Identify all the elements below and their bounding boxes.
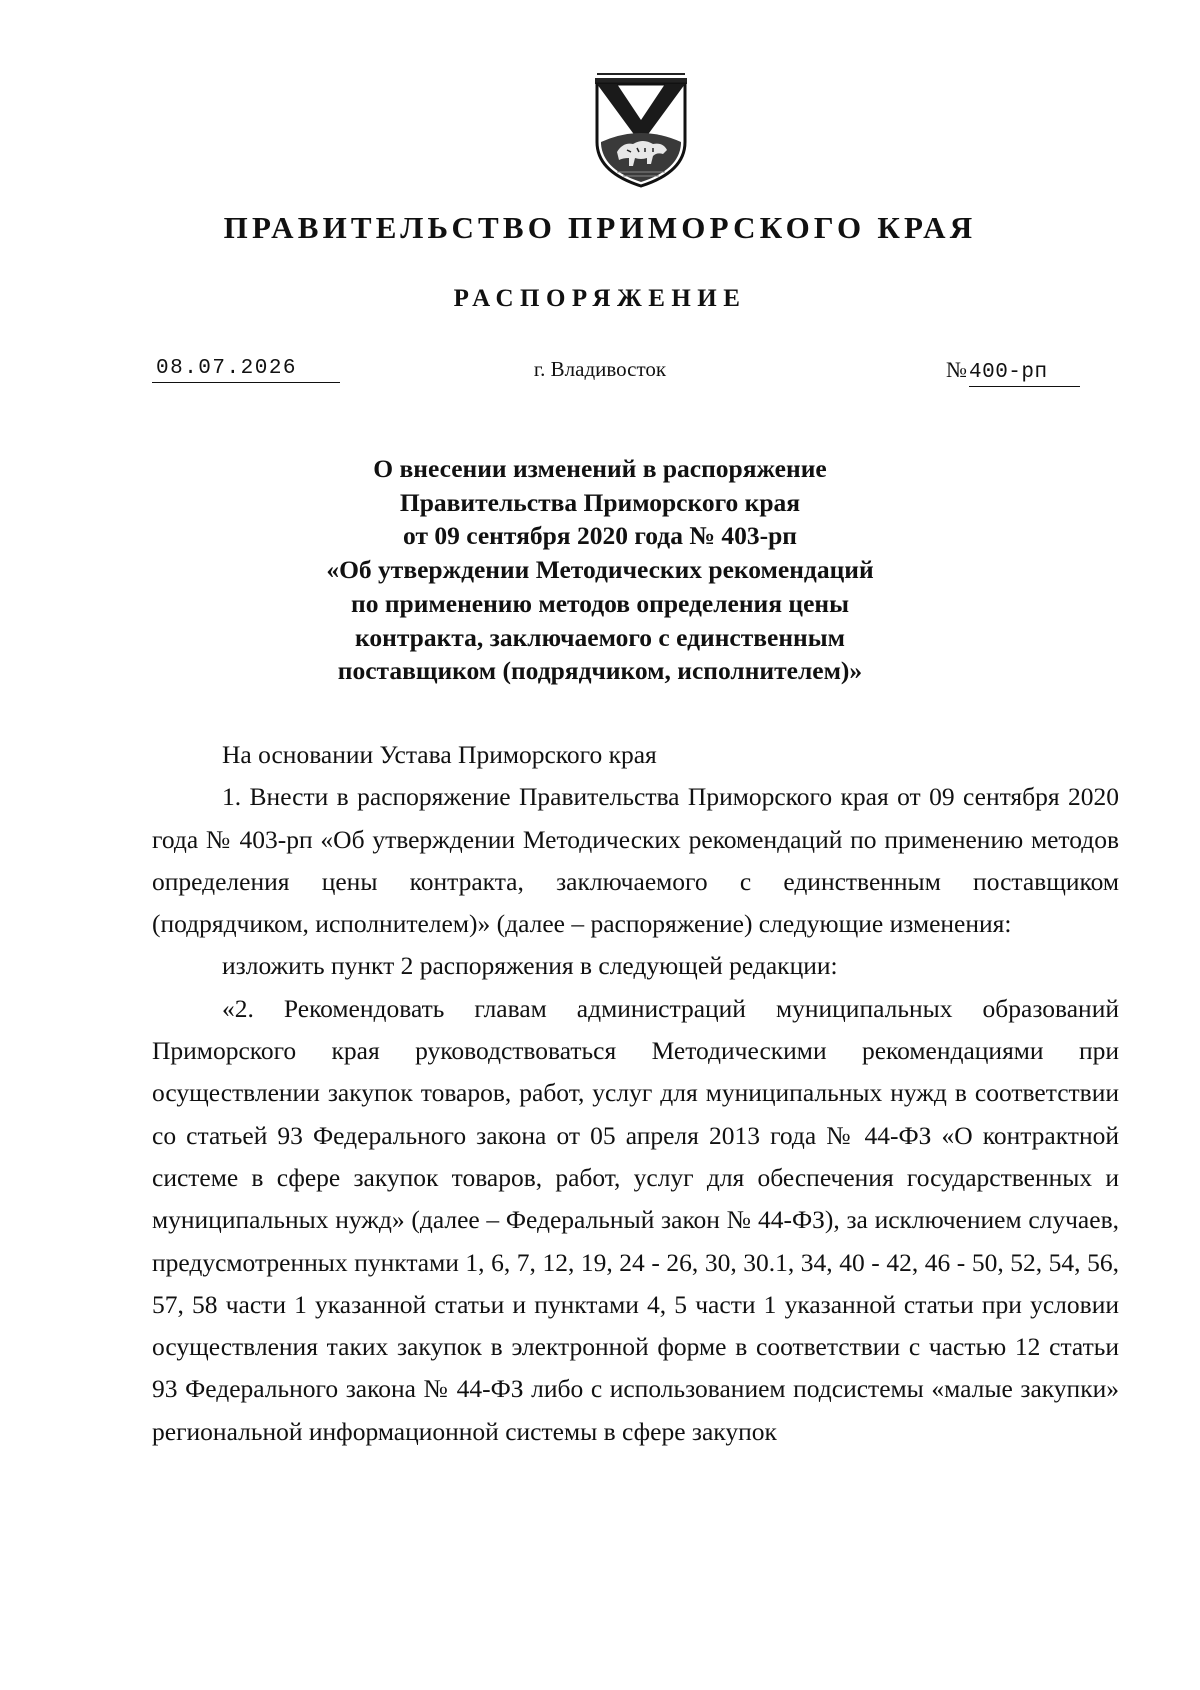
body-paragraph: «2. Рекомендовать главам администраций муниципальных образований Приморского края руководствоваться Методическими рекомендациями при осуществлении закупок товаров, работ, услуг для муниципальных нужд в соответствии со статьей 93 Федерального закона от 05 апреля 2013 года № 44-ФЗ «О контрактной системе в сфере закупок товаров, работ, услуг для обеспечения государственных и муниципальных нужд» (далее – Федеральный закон № 44-ФЗ), за исключением случаев, предусмотренных пунктами 1, 6, 7, 12, 19, 24 - 26, 30, 30.1, 34, 40 - 42, 46 - 50, 52, 54, 56, 57, 58 части 1 указанной статьи и пунктами 4, 5 части 1 указанной статьи при условии осуществления таких закупок в электронной форме в соответствии с частью 12 статьи 93 Федерального закона № 44-ФЗ либо с использованием подсистемы «малые закупки» региональной информационной системы в сфере закупок [152, 993, 1119, 1446]
document-type-title: РАСПОРЯЖЕНИЕ [453, 285, 747, 312]
body-paragraph: 1. Внести в распоряжение Правительства Приморского края от 09 сентября 2020 года № 403-рп «Об утверждении Методических рекомендаций по применению методов определения цены контракта, заключаемого с единственным поставщиком (подрядчиком, исполнителем)» (далее – распоряжение) следующие изменения: [152, 782, 1119, 939]
document-body [152, 734, 1119, 1453]
number-sign: № [946, 357, 967, 382]
subject-line: по применению методов определения цены [351, 588, 849, 618]
number-value: 400-рп [969, 361, 1080, 387]
body-paragraph: На основании Устава Приморского края [222, 740, 657, 769]
subject-line: Правительства Приморского края [399, 487, 801, 517]
body-paragraph: изложить пункт 2 распоряжения в следующей редакции: [222, 951, 838, 981]
document-meta-row [0, 357, 1200, 391]
organization-title: ПРАВИТЕЛЬСТВО ПРИМОРСКОГО КРАЯ [223, 210, 977, 245]
subject-line: от 09 сентября 2020 года № 403-рп [403, 521, 797, 551]
primorsky-krai-coat-of-arms-icon [587, 72, 695, 188]
subject-line: О внесении изменений в распоряжение [373, 454, 827, 483]
subject-line: поставщиком (подрядчиком, исполнителем)» [337, 656, 863, 686]
subject-line: «Об утверждении Методических рекомендаций [326, 555, 874, 585]
document-subject [200, 452, 1000, 688]
subject-line: контракта, заключаемого с единственным [355, 622, 845, 652]
document-date: 08.07.2026 [152, 357, 340, 383]
document-city: г. Владивосток [533, 357, 667, 381]
document-number [946, 357, 1112, 387]
